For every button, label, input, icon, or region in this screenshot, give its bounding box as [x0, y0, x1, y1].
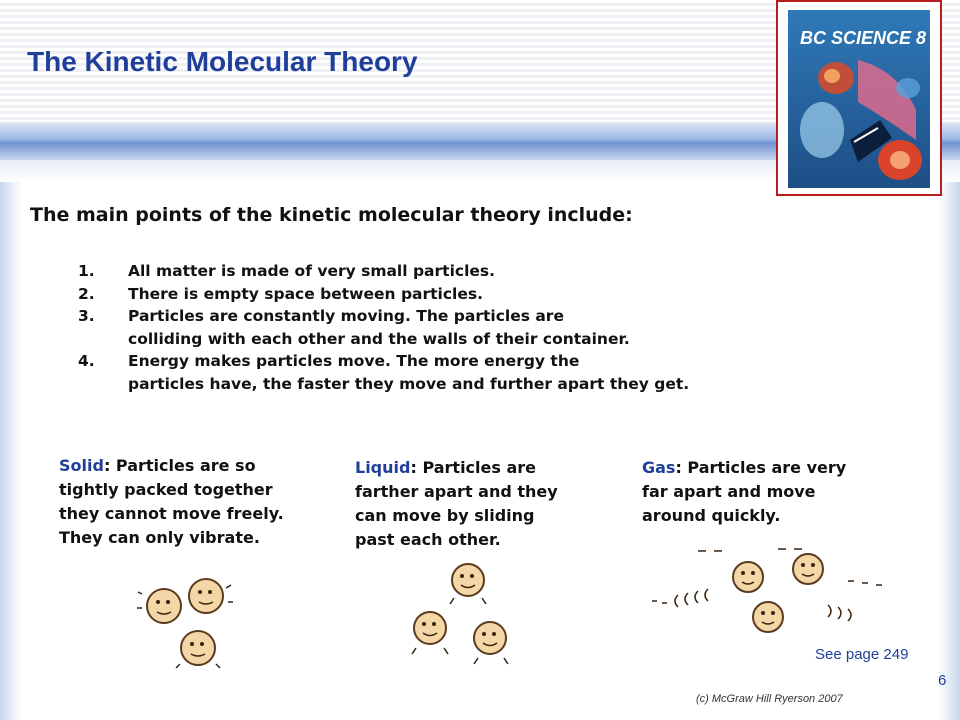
book-cover-title: BC SCIENCE 8	[800, 28, 927, 48]
list-item: 1. All matter is made of very small particles.	[78, 262, 496, 280]
theory-points-list	[78, 260, 798, 395]
liquid-particles-illustration	[404, 558, 524, 678]
gas-description: Gas: Particles are very far apart and move around quickly.	[642, 458, 847, 525]
gas-particles-illustration	[648, 545, 888, 645]
solid-particles-illustration	[136, 568, 236, 678]
slide-title: The Kinetic Molecular Theory	[27, 46, 418, 77]
see-page-reference: See page 249	[815, 646, 909, 663]
list-item: 2. There is empty space between particles.	[78, 284, 483, 303]
book-cover-image	[788, 10, 930, 188]
copyright-notice: (c) McGraw Hill Ryerson 2007	[696, 693, 843, 705]
book-cover-frame	[776, 0, 942, 196]
intro-heading: The main points of the kinetic molecular theory include:	[30, 204, 633, 226]
liquid-description: Liquid: Particles are farther apart and they can move by sliding past each other.	[355, 458, 558, 549]
list-item: 4. Energy makes particles move. The more energy the particles have, the faster they move and further apart they get.	[78, 352, 690, 393]
slide-number: 6	[938, 672, 947, 689]
solid-description: Solid: Particles are so tightly packed together they cannot move freely. They can only vibrate.	[59, 456, 284, 547]
list-item: 3. Particles are constantly moving. The particles are colliding with each other and the walls of their container.	[78, 307, 630, 348]
